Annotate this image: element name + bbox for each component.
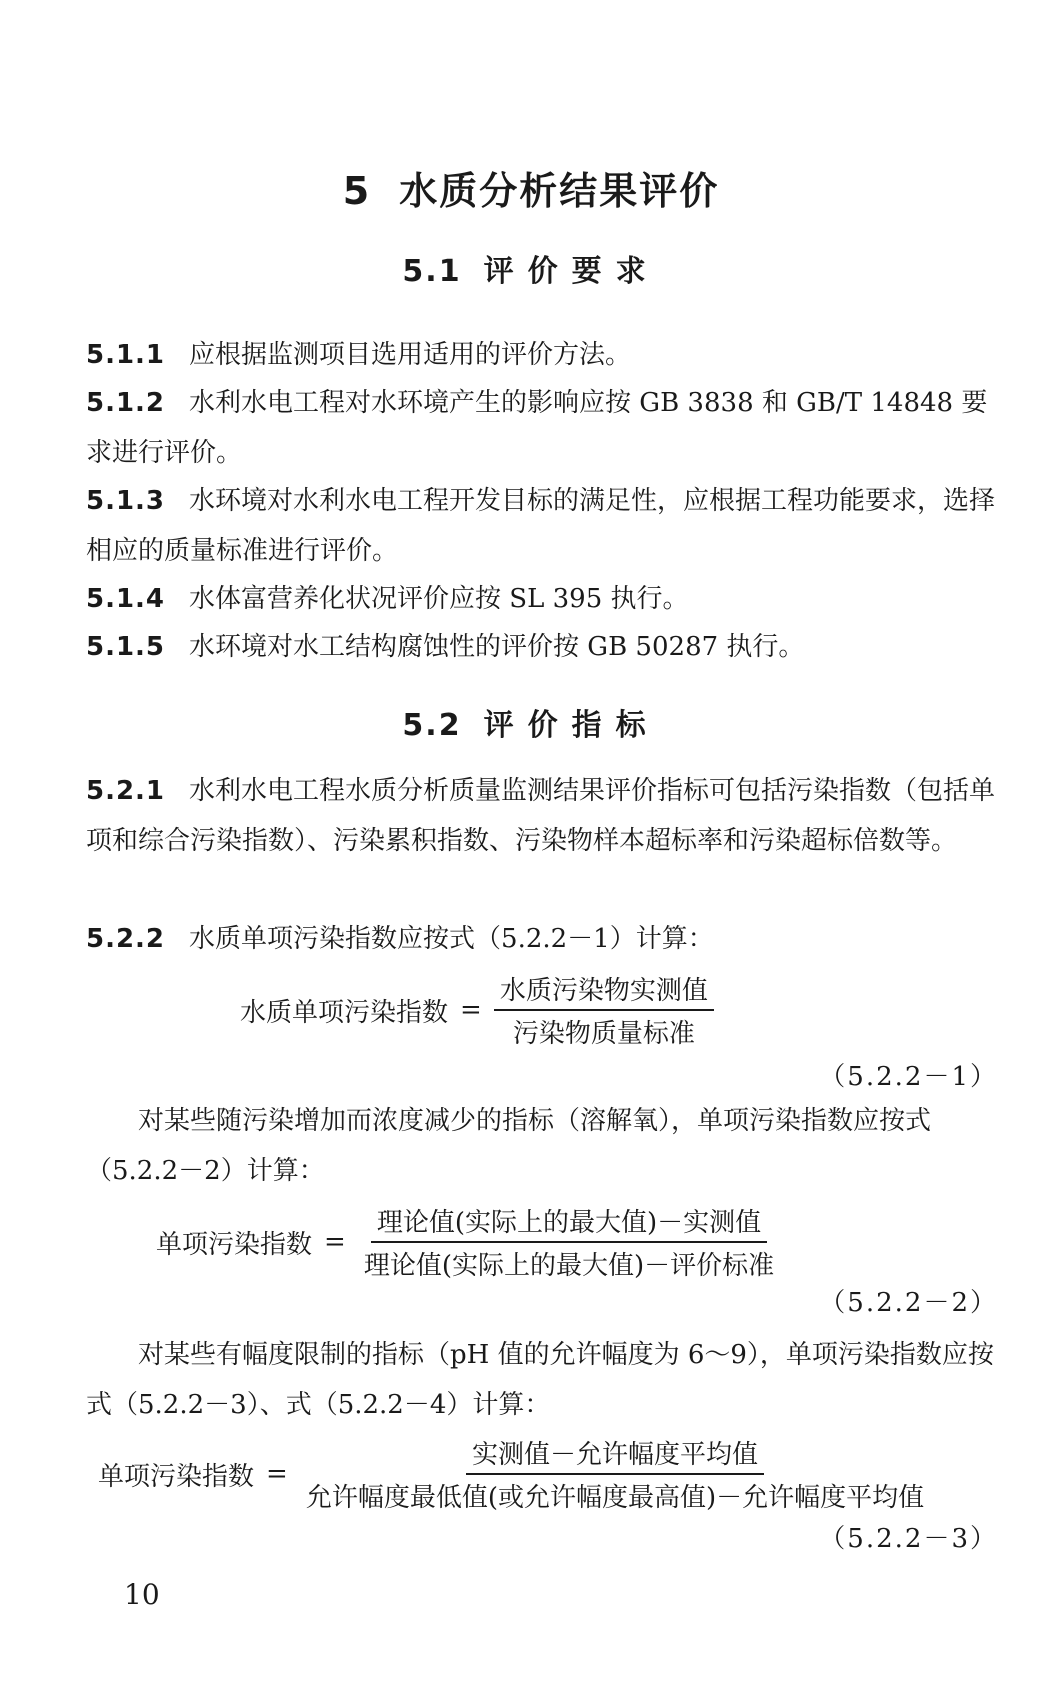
fraction-numerator: 水质污染物实测值 [494, 970, 714, 1011]
section-number: 5.1 [402, 254, 462, 289]
equals-sign: = [324, 1227, 346, 1257]
page-number: 10 [124, 1578, 160, 1611]
paragraph-ph-range: 对某些有幅度限制的指标（pH 值的允许幅度为 6～9），单项污染指数应按式（5.2.2－3）、式（5.2.2－4）计算： [86, 1340, 994, 1420]
clause-number: 5.2.1 [86, 776, 166, 806]
fraction-numerator: 实测值－允许幅度平均值 [466, 1434, 764, 1475]
clause-text: 水利水电工程水质分析质量监测结果评价指标可包括污染指数（包括单项和综合污染指数）、污染累积指数、污染物样本超标率和污染超标倍数等。 [86, 776, 996, 856]
formula-5-2-2-3 [98, 1434, 930, 1514]
clause-number: 5.1.1 [86, 340, 166, 370]
formula-lhs: 单项污染指数 [98, 1461, 255, 1492]
formula-5-2-2-2 [156, 1202, 780, 1282]
section-heading-5-2 [0, 700, 1062, 744]
clause-text: 水质单项污染指数应按式（5.2.2－1）计算： [189, 924, 714, 954]
fraction-numerator: 理论值(实际上的最大值)－实测值 [371, 1202, 767, 1243]
clause-text: 水体富营养化状况评价应按 SL 395 执行。 [189, 584, 689, 614]
clause-5-2-1 [86, 766, 1002, 866]
formula-lhs: 水质单项污染指数 [240, 997, 449, 1028]
clause-number: 5.1.2 [86, 388, 166, 418]
formula-lhs: 单项污染指数 [156, 1229, 313, 1260]
fraction [300, 1434, 930, 1514]
formula-5-2-2-1 [240, 970, 714, 1050]
section-title: 评价指标 [483, 708, 660, 743]
clause-number: 5.2.2 [86, 924, 166, 954]
clause-text: 应根据监测项目选用适用的评价方法。 [189, 340, 632, 370]
clause-5-1-4 [86, 574, 1002, 624]
clause-number: 5.1.3 [86, 486, 166, 516]
clause-5-2-2 [86, 914, 1002, 964]
formula-number: （5.2.2－1） [819, 1062, 998, 1092]
chapter-heading [0, 160, 1062, 215]
paragraph-dissolved-oxygen: 对某些随污染增加而浓度减少的指标（溶解氧），单项污染指数应按式（5.2.2－2）计算： [86, 1106, 932, 1186]
fraction-denominator: 理论值(实际上的最大值)－评价标准 [363, 1251, 775, 1281]
clause-number: 5.1.4 [86, 584, 166, 614]
fraction [358, 1202, 780, 1282]
chapter-title: 水质分析结果评价 [399, 169, 720, 213]
clause-5-1-2 [86, 378, 1002, 478]
chapter-number: 5 [342, 169, 372, 213]
clause-5-1-5 [86, 622, 1002, 672]
equals-sign: = [266, 1459, 288, 1489]
fraction-denominator: 污染物质量标准 [512, 1019, 695, 1049]
formula-number: （5.2.2－2） [819, 1288, 998, 1318]
clause-5-1-3 [86, 476, 1002, 576]
clause-text: 水环境对水利水电工程开发目标的满足性，应根据工程功能要求，选择相应的质量标准进行评价。 [86, 486, 996, 566]
equals-sign: = [460, 995, 482, 1025]
fraction-denominator: 允许幅度最低值(或允许幅度最高值)－允许幅度平均值 [305, 1483, 925, 1513]
clause-5-1-1 [86, 330, 1002, 380]
clause-text: 水利水电工程对水环境产生的影响应按 GB 3838 和 GB/T 14848 要求进行评价。 [86, 388, 988, 468]
fraction [494, 970, 714, 1050]
section-heading-5-1 [0, 246, 1062, 290]
clause-number: 5.1.5 [86, 632, 166, 662]
section-title: 评价要求 [483, 254, 660, 289]
formula-number: （5.2.2－3） [819, 1524, 998, 1554]
section-number: 5.2 [402, 708, 462, 743]
clause-text: 水环境对水工结构腐蚀性的评价按 GB 50287 执行。 [189, 632, 805, 662]
